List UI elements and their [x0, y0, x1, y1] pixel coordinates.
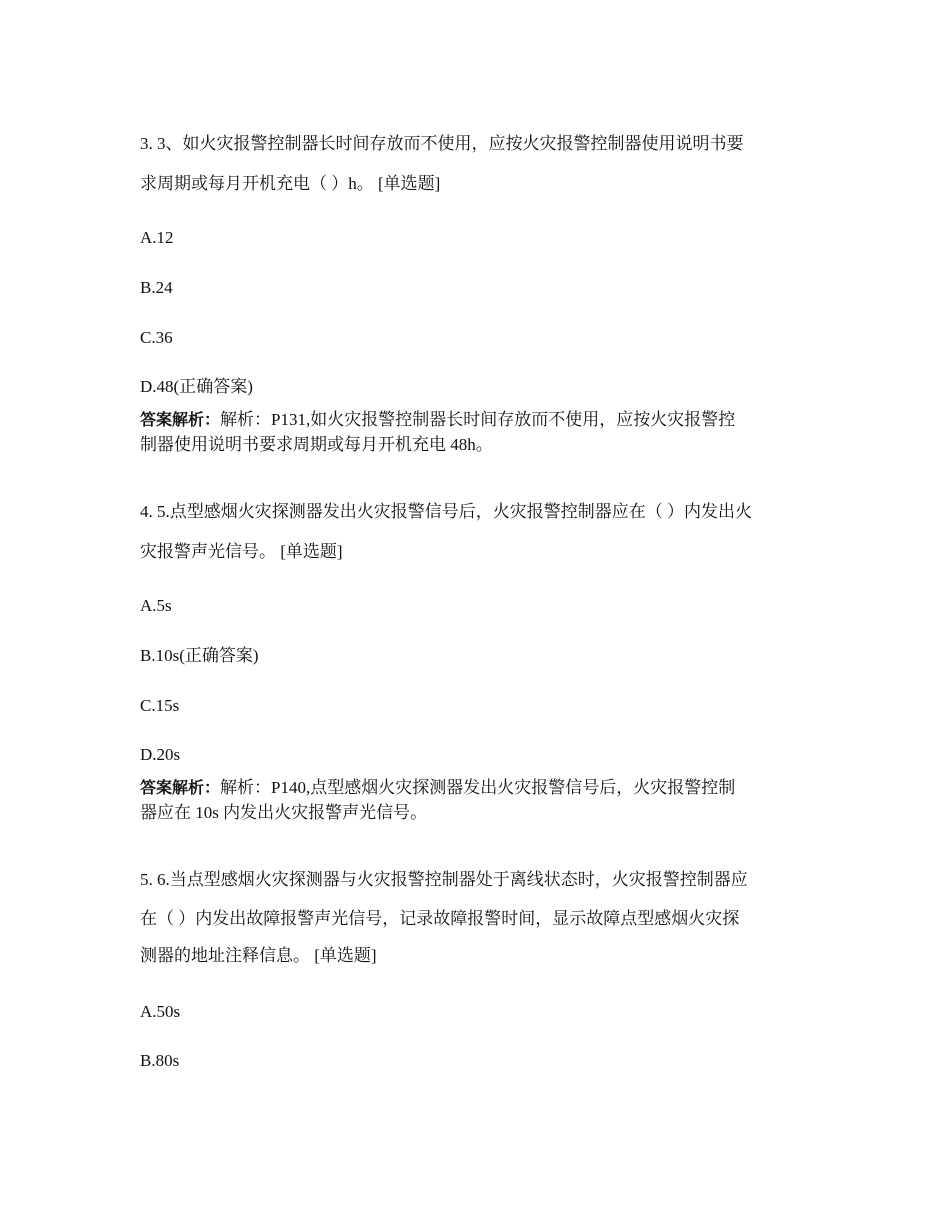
question-4-option-d: D.20s: [140, 745, 181, 764]
question-3-explanation-line-1: [140, 408, 820, 432]
question-5-stem-line-2: 在（ ）内发出故障报警声光信号，记录故障报警时间，显示故障点型感烟火灾探: [140, 909, 740, 928]
question-4-option-b: B.10s(正确答案): [140, 646, 259, 665]
question-5-option-a: A.50s: [140, 1002, 181, 1021]
question-4-option-a: A.5s: [140, 596, 172, 615]
question-5-stem-line-1: 5. 6.当点型感烟火灾探测器与火灾报警控制器处于离线状态时，火灾报警控制器应: [140, 870, 748, 889]
question-3-explanation-line-2: 制器使用说明书要求周期或每月开机充电 48h。: [140, 435, 493, 454]
question-5-option-b: B.80s: [140, 1051, 180, 1070]
question-3-option-a: A.12: [140, 228, 174, 247]
explanation-text: 解析：P131,如火灾报警控制器长时间存放而不使用，应按火灾报警控: [220, 410, 736, 429]
question-3-option-d: D.48(正确答案): [140, 377, 253, 396]
question-3-option-c: C.36: [140, 328, 173, 347]
question-5-stem-line-3: 测器的地址注释信息。 [单选题]: [140, 946, 377, 965]
question-4-explanation-line-2: 器应在 10s 内发出火灾报警声光信号。: [140, 803, 428, 822]
question-4-explanation-line-1: [140, 776, 820, 800]
question-3-option-b: B.24: [140, 278, 173, 297]
explanation-label: 答案解析：: [140, 410, 221, 429]
explanation-text: 解析：P140,点型感烟火灾探测器发出火灾报警信号后，火灾报警控制: [220, 778, 736, 797]
question-4-option-c: C.15s: [140, 696, 180, 715]
explanation-label: 答案解析：: [140, 778, 221, 797]
question-4-stem-line-2: 灾报警声光信号。 [单选题]: [140, 542, 343, 561]
question-4-stem-line-1: 4. 5.点型感烟火灾探测器发出火灾报警信号后，火灾报警控制器应在（ ）内发出火: [140, 502, 752, 521]
question-3-stem-line-1: 3. 3、如火灾报警控制器长时间存放而不使用，应按火灾报警控制器使用说明书要: [140, 134, 744, 153]
question-3-stem-line-2: 求周期或每月开机充电（ ）h。 [单选题]: [140, 174, 441, 193]
